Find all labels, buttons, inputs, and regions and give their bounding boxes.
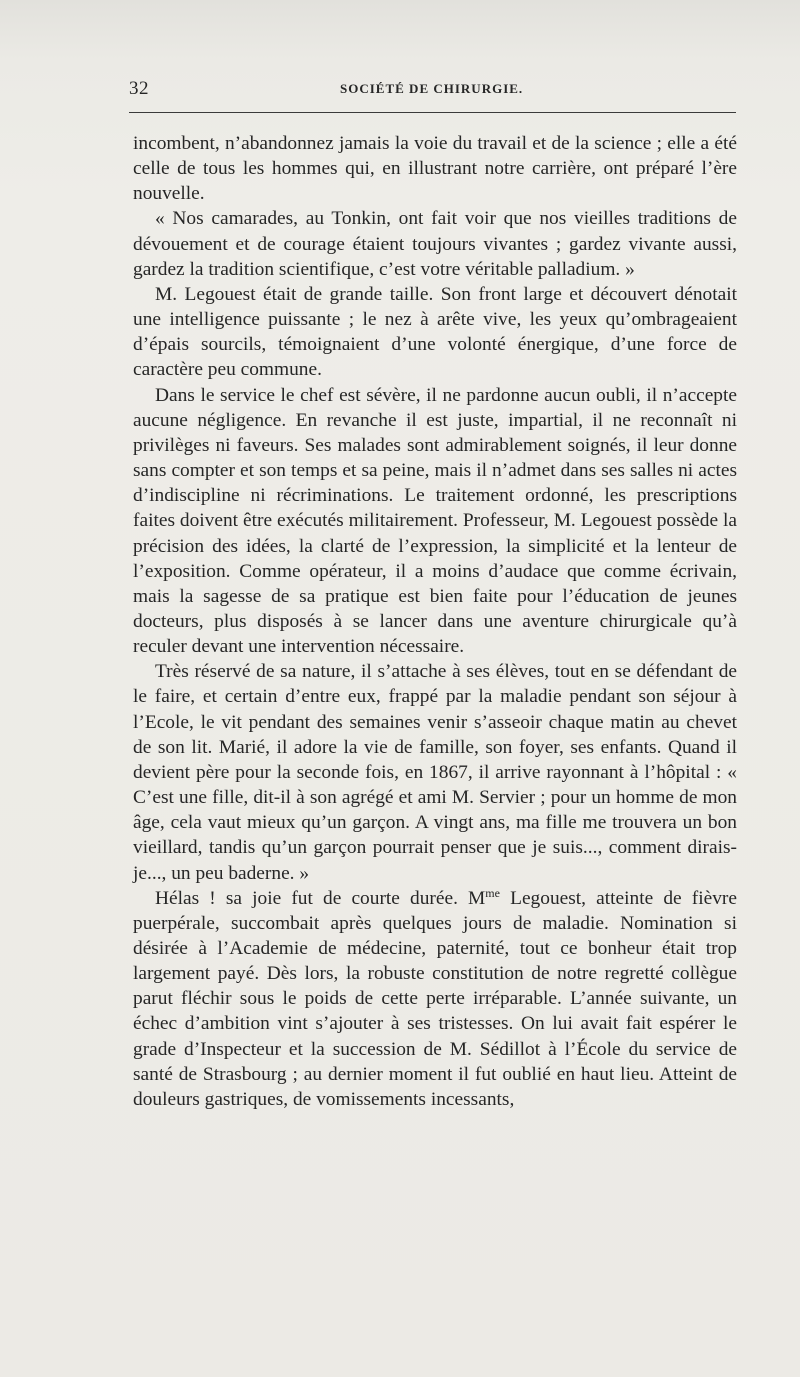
paragraph-family: Très réservé de sa nature, il s’attache à ses élèves, tout en se défendant de le faire, et certain d’entre eux, frappé par la maladie pendant son séjour à l’Ecole, le vit pendant des semaines venir s’asseoir chaque matin au chevet de son lit. Marié, il adore la vie de famille, son foyer, ses enfants. Quand il devient père pour la seconde fois, en 1867, il arrive rayonnant à l’hôpital : « C’est une fille, dit-il à son agrégé et ami M. Servier ; pour un homme de mon âge, cela vaut mieux qu’un garçon. A vingt ans, ma fille me trouvera un bon vieillard, tandis qu’un garçon pourrait penser que je suis..., comment dirais-je..., un peu baderne. » [133,661,737,884]
paragraph-grief [133,886,737,1112]
paragraph-grief-rest: Legouest, atteinte de fièvre puerpérale, succombait après quelques jours de maladie. Nomination si désirée à l’Academie de médecine, paternité, tout ce bonheur était trop largement payé. Dès lors, la robuste constitution de notre regretté collègue parut fléchir sous le poids de cette perte irréparable. L’année suivante, un échec d’ambition vint s’ajouter à ses tristesses. On lui avait fait espérer le grade d’Inspecteur et la succession de M. Sédillot à l’École du service de santé de Strasbourg ; au dernier moment il fut oublié en haut lieu. Atteint de douleurs gastriques, de vomissements incessants, [133,887,737,1110]
header-rule [129,112,736,113]
running-head: SOCIÉTÉ DE CHIRURGIE. [340,81,524,96]
paragraph-quote: « Nos camarades, au Tonkin, ont fait voir que nos vieilles traditions de dévouement et de courage étaient toujours vivantes ; gardez vivante aussi, gardez la tradition scientifique, c’est votre véritable palladium. » [133,208,737,280]
paragraph-portrait: M. Legouest était de grande taille. Son front large et découvert dénotait une intelligence puissante ; le nez à arête vive, les yeux qu’ombrageaient d’épais sourcils, témoignaient d’une volonté énergique, d’une force de caractère peu commune. [133,283,737,381]
paragraph-grief-start: Hélas ! sa joie fut de courte durée. M [155,887,486,909]
superscript-me: me [485,885,500,900]
page-number: 32 [129,78,149,99]
body-text [133,131,737,1112]
paragraph-continuation: incombent, n’abandonnez jamais la voie du travail et de la science ; elle a été celle de tous les hommes qui, en illustrant notre carrière, ont préparé l’ère nouvelle. [133,133,737,205]
page-header [129,78,737,104]
paragraph-service: Dans le service le chef est sévère, il ne pardonne aucun oubli, il n’accepte aucune négligence. En revanche il est juste, impartial, il ne reconnaît ni privilèges ni faveurs. Ses malades sont admirablement soignés, il leur donne sans compter et son temps et sa peine, mais il n’admet dans ses salles ni actes d’indiscipline ni récriminations. Le traitement ordonné, les prescriptions faites doivent être exécutés militairement. Professeur, M. Legouest possède la précision des idées, la clarté de l’expression, la simplicité et la lenteur de l’exposition. Comme opérateur, il a moins d’audace que comme écrivain, mais la sagesse de sa pratique est bien faite pour l’éducation de jeunes docteurs, plus disposés à se lancer dans une aventure chirurgicale qu’à reculer devant une intervention nécessaire. [133,384,737,658]
